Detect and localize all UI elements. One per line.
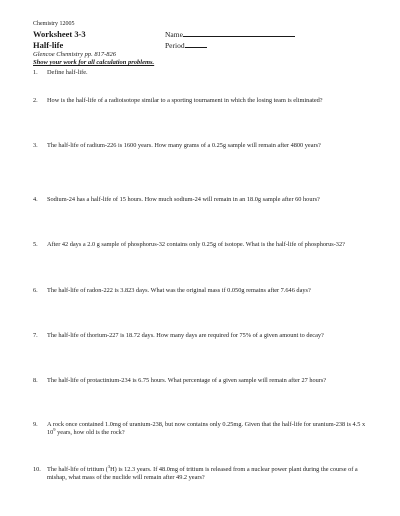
question-number: 7. xyxy=(33,332,38,339)
question-text-part: The half-life of tritium ( xyxy=(47,466,108,473)
question-text-part: H) is 12.3 years. If 48.0mg of tritium is released from a nuclear power plant during the course of a mishap, what mass of the nuclide will remain after 49.2 years? xyxy=(47,466,358,481)
question-text xyxy=(47,463,367,482)
question-text: After 42 days a 2.0 g sample of phosphorus-32 contains only 0.25g of isotope. What is the half-life of phosphorus-32? xyxy=(47,241,345,248)
name-label: Name xyxy=(165,30,183,39)
period-blank-line[interactable] xyxy=(185,40,207,48)
textbook-reference: Glencoe Chemistry pp. 817-826 xyxy=(33,51,117,58)
question-text-part: A rock once contained 1.0mg of uranium-238, but now contains only 0.25mg. Given that the half-life for uranium-238 is 4.5 x 10 xyxy=(47,421,366,436)
name-field[interactable] xyxy=(165,29,295,40)
period-label: Period xyxy=(165,41,185,50)
question-text-part: years, how old is the rock? xyxy=(55,429,125,436)
exponent: 9 xyxy=(53,426,56,432)
question-number: 5. xyxy=(33,241,38,248)
instructions: Show your work for all calculation problems. xyxy=(33,59,155,66)
question-text: The half-life of radium-226 is 1600 years. How many grams of a 0.25g sample will remain after 4800 years? xyxy=(47,142,321,149)
worksheet-title: Worksheet 3-3 xyxy=(33,29,86,39)
question-text: Define half-life. xyxy=(47,69,88,76)
name-blank-line[interactable] xyxy=(183,29,295,37)
question-text: The half-life of radon-222 is 3.823 days. What was the original mass if 0.050g remains after 7.646 days? xyxy=(47,287,311,294)
topic-title: Half-life xyxy=(33,40,64,50)
question-text: Sodium-24 has a half-life of 15 hours. How much sodium-24 will remain in an 18.0g sample after 60 hours? xyxy=(47,196,320,203)
course-label: Chemistry 12005 xyxy=(33,21,75,27)
question-text: The half-life of protactinium-234 is 6.75 hours. What percentage of a given sample will remain after 27 hours? xyxy=(47,377,327,384)
question-number: 2. xyxy=(33,97,38,104)
question-text xyxy=(47,421,367,437)
question-text: How is the half-life of a radioisotope similar to a sporting tournament in which the losing team is eliminated? xyxy=(47,97,323,104)
question-number: 3. xyxy=(33,142,38,149)
question-number: 1. xyxy=(33,69,38,76)
question-number: 4. xyxy=(33,196,38,203)
question-number: 6. xyxy=(33,287,38,294)
question-number: 8. xyxy=(33,377,38,384)
question-number: 10. xyxy=(33,466,41,473)
mass-number-superscript: 3 xyxy=(107,463,111,469)
period-field[interactable] xyxy=(165,40,207,51)
question-number: 9. xyxy=(33,421,38,428)
question-text: The half-life of thorium-227 is 18.72 days. How many days are required for 75% of a given amount to decay? xyxy=(47,332,324,339)
